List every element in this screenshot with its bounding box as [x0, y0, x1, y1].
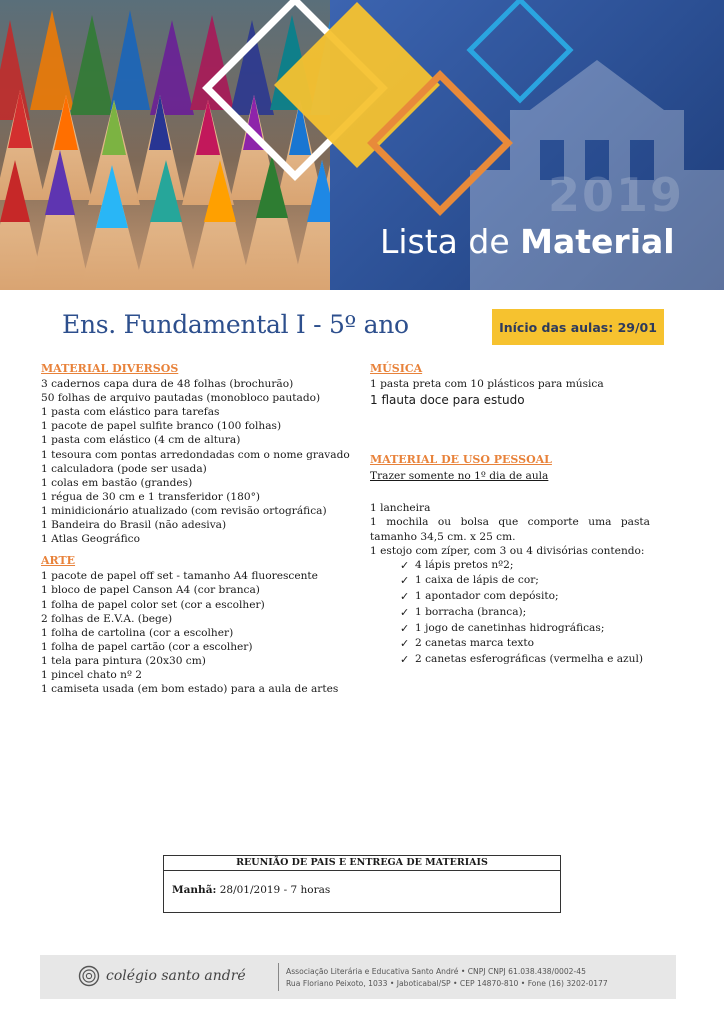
- list-item: 2 folhas de E.V.A. (bege): [41, 612, 173, 625]
- checkmark-icon: ✓: [400, 590, 410, 604]
- list-item: 50 folhas de arquivo pautadas (monobloco pautado): [41, 392, 321, 405]
- footer-address-line-2: Rua Floriano Peixoto, 1033 • Jaboticabal/SP • CEP 14870-810 • Fone (16) 3202-0177: [286, 979, 608, 988]
- school-logo-icon: [78, 965, 100, 987]
- checklist-item-label: 1 apontador com depósito;: [415, 590, 559, 603]
- checklist-item-label: 1 borracha (branca);: [415, 605, 527, 618]
- section-title-musica: MÚSICA: [370, 362, 423, 375]
- checkmark-icon: ✓: [400, 558, 410, 572]
- checklist-item: [400, 589, 700, 605]
- meeting-value: 28/01/2019 - 7 horas: [219, 884, 331, 896]
- list-item: 1 pacote de papel sulfite branco (100 folhas): [41, 420, 282, 433]
- list-item: 1 mochila ou bolsa que comporte uma pasta tamanho 34,5 cm. x 25 cm.: [370, 516, 650, 543]
- checklist-item-label: 1 caixa de lápis de cor;: [415, 574, 539, 587]
- list-item: 1 folha de papel cartão (cor a escolher): [41, 640, 253, 653]
- list-item: 1 tela para pintura (20x30 cm): [41, 654, 206, 667]
- checklist-item: [400, 621, 700, 637]
- meeting-box: [163, 855, 561, 913]
- list-item: 1 Bandeira do Brasil (não adesiva): [41, 519, 227, 532]
- banner-title-bold: Material: [520, 222, 675, 261]
- footer-address-line-1: Associação Literária e Educativa Santo André • CNPJ CNPJ 61.038.438/0002-45: [286, 967, 586, 976]
- list-item: 1 pasta com elástico (4 cm de altura): [41, 434, 241, 447]
- spacer: [41, 546, 357, 554]
- list-item: 1 flauta doce para estudo: [370, 393, 525, 408]
- checkmark-icon: ✓: [400, 652, 410, 666]
- list-item: 1 tesoura com pontas arredondadas com o nome gravado: [41, 448, 350, 461]
- spacer: [370, 483, 700, 501]
- checklist-item-label: 2 canetas marca texto: [415, 637, 535, 650]
- list-item: 1 folha de cartolina (cor a escolher): [41, 626, 234, 639]
- checklist-item: [400, 636, 700, 652]
- meeting-label: Manhã:: [172, 884, 217, 896]
- list-item: 1 pincel chato nº 2: [41, 668, 143, 681]
- footer: [40, 955, 676, 999]
- checklist-item: [400, 605, 700, 621]
- list-item: 1 bloco de papel Canson A4 (cor branca): [41, 584, 260, 597]
- section-note: Trazer somente no 1º dia de aula: [370, 470, 549, 483]
- section-title-material-diversos: MATERIAL DIVERSOS: [41, 362, 179, 375]
- list-item: 1 pasta preta com 10 plásticos para música: [370, 378, 604, 391]
- list-item: 1 pasta com elástico para tarefas: [41, 406, 220, 419]
- banner-title: [380, 222, 675, 261]
- header-banner: [0, 0, 724, 290]
- left-column: [41, 362, 357, 696]
- list-item: 1 lancheira: [370, 502, 431, 515]
- list-item: 1 folha de papel color set (cor a escolher): [41, 598, 265, 611]
- blue-diamond-shape: [470, 0, 570, 100]
- start-date-badge: Início das aulas: 29/01: [492, 309, 664, 345]
- list-item: 1 colas em bastão (grandes): [41, 476, 193, 489]
- list-item: 3 cadernos capa dura de 48 folhas (brochurão): [41, 378, 294, 391]
- checklist-item-label: 4 lápis pretos nº2;: [415, 558, 514, 571]
- spacer: [370, 409, 700, 453]
- meeting-title: REUNIÃO DE PAIS E ENTREGA DE MATERIAIS: [164, 856, 560, 871]
- list-item: 1 régua de 30 cm e 1 transferidor (180°): [41, 490, 260, 503]
- yellow-diamond-shape: [274, 2, 440, 168]
- banner-year: 2019: [548, 168, 685, 222]
- section-title-uso-pessoal: MATERIAL DE USO PESSOAL: [370, 453, 552, 467]
- checklist-item: [400, 558, 700, 574]
- list-item: 1 calculadora (pode ser usada): [41, 462, 207, 475]
- checklist: [370, 558, 700, 668]
- right-column: [370, 362, 700, 668]
- banner-title-light: Lista de: [380, 222, 510, 261]
- checkmark-icon: ✓: [400, 621, 410, 635]
- checkmark-icon: ✓: [400, 605, 410, 619]
- section-title-arte: ARTE: [41, 554, 76, 568]
- checkmark-icon: ✓: [400, 637, 410, 651]
- list-item: 1 minidicionário atualizado (com revisão ortográfica): [41, 504, 327, 517]
- list-item: 1 estojo com zíper, com 3 ou 4 divisórias contendo:: [370, 544, 645, 557]
- list-item: 1 camiseta usada (em bom estado) para a aula de artes: [41, 683, 339, 696]
- checklist-item-label: 1 jogo de canetinhas hidrográficas;: [415, 621, 605, 634]
- checklist-item: [400, 573, 700, 589]
- checklist-item: [400, 652, 700, 668]
- school-name: colégio santo andré: [106, 968, 246, 984]
- page-title: Ens. Fundamental I - 5º ano: [62, 310, 409, 339]
- checkmark-icon: ✓: [400, 574, 410, 588]
- footer-divider: [278, 963, 279, 991]
- meeting-body: [164, 871, 560, 896]
- list-item: 1 Atlas Geográfico: [41, 533, 140, 546]
- list-item: 1 pacote de papel off set - tamanho A4 fluorescente: [41, 570, 318, 583]
- checklist-item-label: 2 canetas esferográficas (vermelha e azul): [415, 652, 643, 665]
